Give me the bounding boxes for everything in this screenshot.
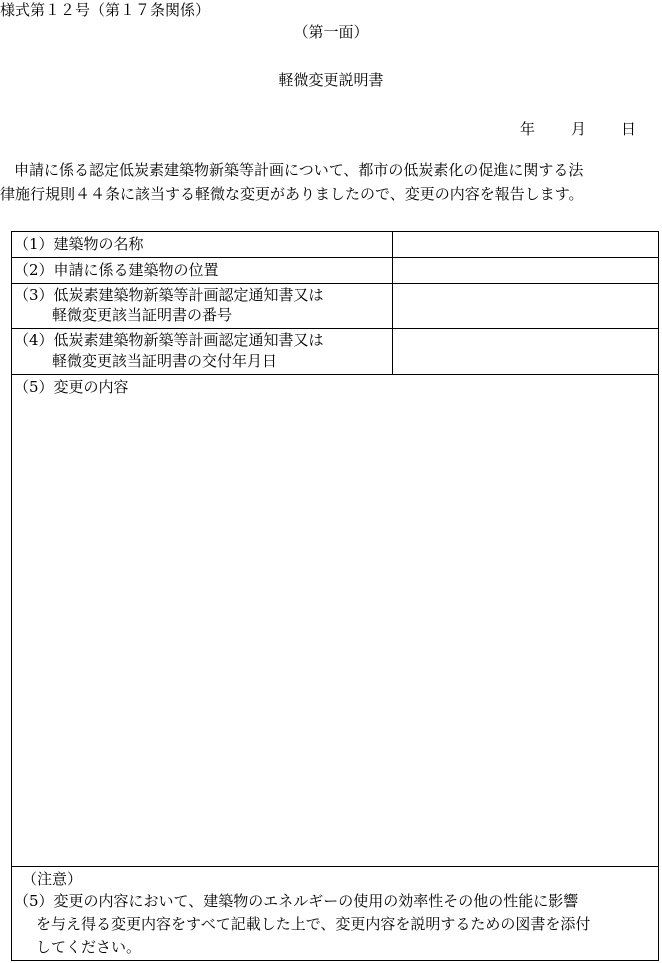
date-year-label: 年 (520, 120, 536, 138)
row-label-building-location: （2）申請に係る建築物の位置 (14, 261, 219, 279)
form-number: 様式第１２号（第１７条関係） (0, 1, 211, 19)
document-title: 軽微変更説明書 (278, 71, 384, 89)
date-day-label: 日 (621, 120, 637, 138)
column-divider (392, 232, 393, 374)
page-label: （第一面） (293, 23, 369, 41)
row-label-certificate-number-cont: 軽微変更該当証明書の番号 (52, 306, 233, 324)
row-divider (12, 283, 658, 284)
row-divider (12, 257, 658, 258)
intro-line-2: 律施行規則４４条に該当する軽微な変更がありましたので、変更の内容を報告します。 (0, 185, 584, 203)
row-label-certificate-number: （3）低炭素建築物新築等計画認定通知書又は (14, 286, 324, 304)
row-label-issue-date-cont: 軽微変更該当証明書の交付年月日 (52, 352, 278, 370)
notes-divider (12, 866, 658, 867)
intro-line-1: 申請に係る認定低炭素建築物新築等計画について、都市の低炭素化の促進に関する法 (14, 161, 584, 179)
changes-content-area[interactable] (14, 402, 654, 862)
notes-line-2: を与え得る変更内容をすべて記載した上で、変更内容を説明するための図書を添付 (36, 915, 591, 933)
row-label-building-name: （1）建築物の名称 (14, 235, 144, 253)
row-divider (12, 328, 658, 329)
row-label-issue-date: （4）低炭素建築物新築等計画認定通知書又は (14, 331, 324, 349)
notes-heading: （注意） (22, 870, 83, 888)
row-label-changes: （5）変更の内容 (14, 378, 129, 396)
notes-line-3: してください。 (36, 938, 142, 956)
report-table (11, 231, 659, 961)
row-divider (12, 374, 658, 375)
date-month-label: 月 (571, 120, 587, 138)
notes-line-1: （5）変更の内容において、建築物のエネルギーの使用の効率性その他の性能に影響 (14, 892, 579, 910)
